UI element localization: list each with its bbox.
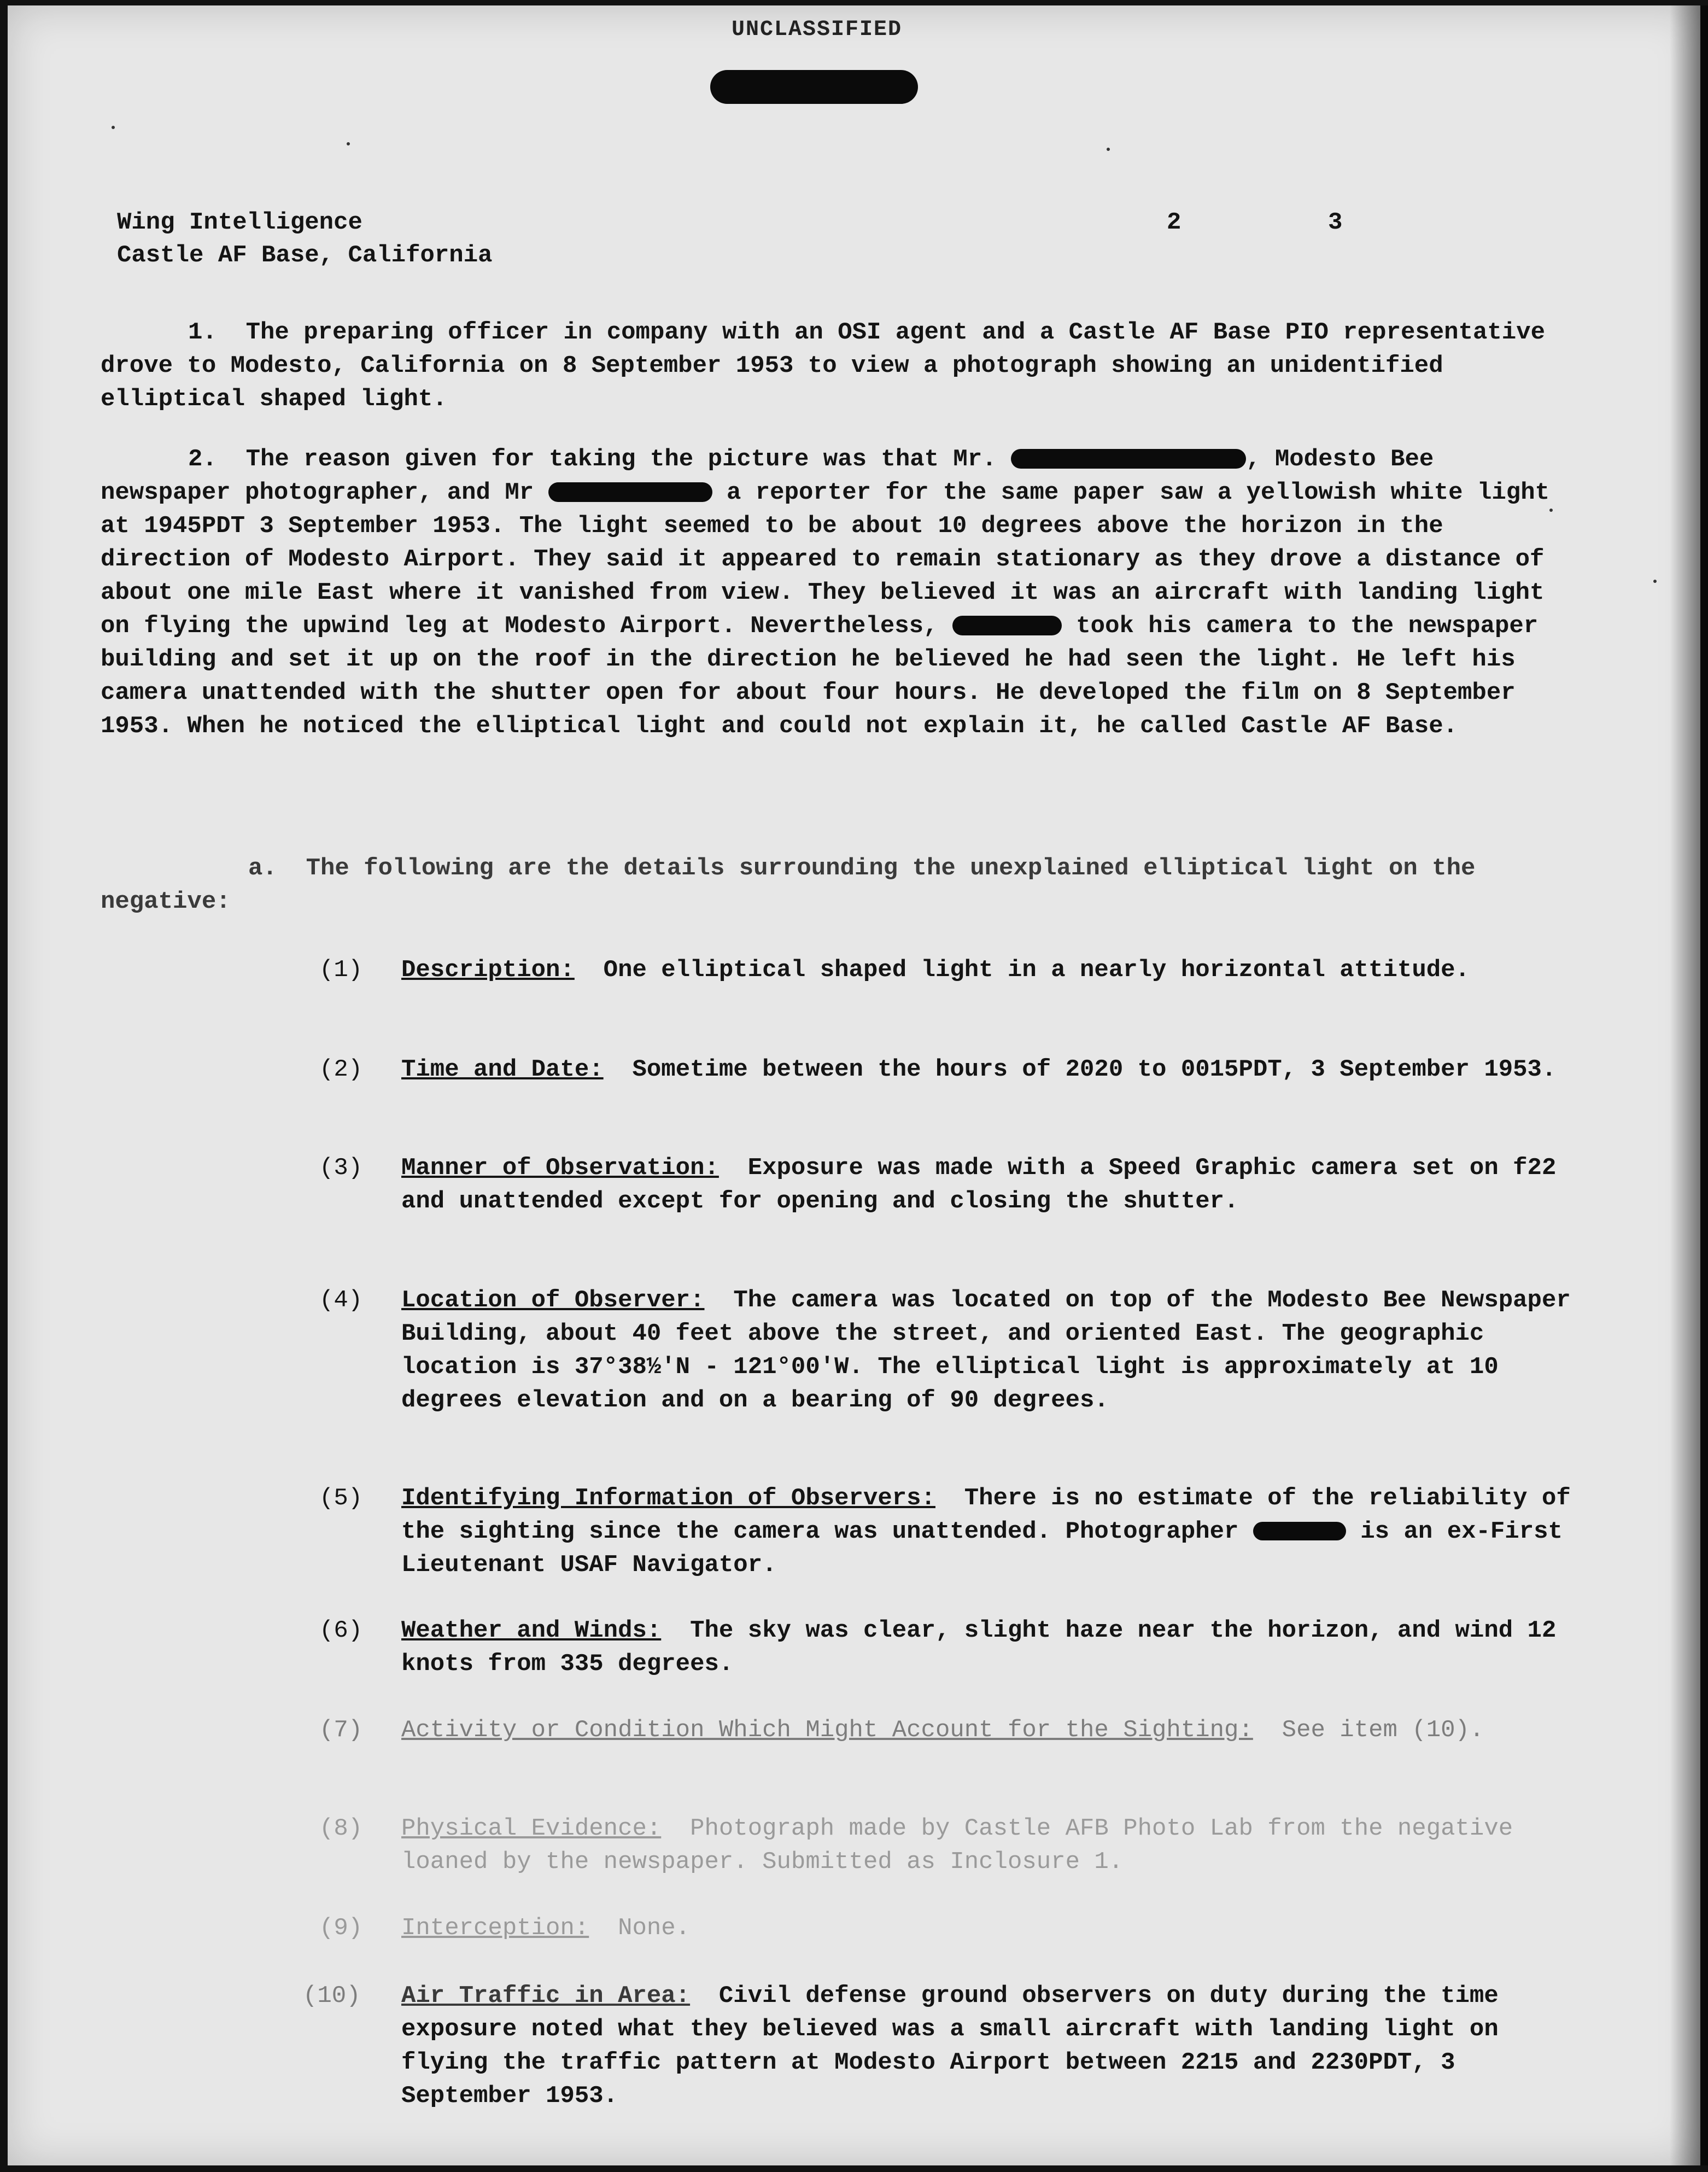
name-redaction [1011,449,1246,469]
subparagraph-label: a. [248,855,277,882]
item-number: (6) [319,1617,363,1644]
paragraph-2 [101,443,1549,743]
name-redaction [952,616,1062,635]
item-title: Air Traffic in Area: [401,1982,691,2010]
item-text: See item (10). [1282,1716,1484,1744]
item-title: Activity or Condition Which Might Account for the Sighting: [401,1716,1253,1744]
paragraph-text-a: The reason given for taking the picture was that Mr. [245,446,997,473]
item-text: None. [618,1914,691,1942]
subparagraph-a [101,852,1549,919]
item-number: (10) [303,1982,361,2010]
item-title: Weather and Winds: [401,1617,662,1644]
scan-speck [347,142,350,145]
document-page [8,5,1700,2165]
item-text: Photograph made by Castle AFB Photo Lab from the negative loaned by the newspaper. Submitted as Inclosure 1. [401,1815,1513,1876]
page-edge-shadow [1670,5,1708,2165]
org-line-1: Wing Intelligence [117,209,362,236]
item-title: Physical Evidence: [401,1815,662,1842]
item-title: Interception: [401,1914,589,1942]
classification-marking: UNCLASSIFIED [731,17,903,42]
item-text: The sky was clear, slight haze near the horizon, and wind 12 knots from 335 degrees. [401,1617,1557,1678]
item-number: (5) [319,1485,363,1512]
scan-speck [1653,580,1657,583]
item-number: (2) [319,1056,363,1083]
scan-speck [112,126,115,129]
org-line-2: Castle AF Base, California [117,242,493,269]
item-text: One elliptical shaped light in a nearly horizontal attitude. [603,956,1470,984]
paragraph-text-d: took his camera to the newspaper building and set it up on the roof in the direction he believed he had seen the light. He left his camera unattended with the shutter open for about four hours. He developed the film on 8 September 1953. When he noticed the elliptical light and could not explain it, he called Castle AF Base. [101,612,1539,740]
item-number: (9) [319,1914,363,1942]
item-number: (4) [319,1287,363,1314]
item-title: Location of Observer: [401,1287,705,1314]
item-number: (8) [319,1815,363,1842]
paragraph-text-c: a reporter for the same paper saw a yellowish white light at 1945PDT 3 September 1953. The light seemed to be about 10 degrees above the horizon in the direction of Modesto Airport. They said it appeared to remain stationary as they drove a distance of about one mile East where it vanished from view. They believed it was an aircraft with landing light on flying the upwind leg at Modesto Airport. Nevertheless, [101,479,1549,640]
scan-speck [1549,509,1553,512]
item-text-a: There is no estimate of the reliability of the sighting since the camera was unattended. Photographer [401,1485,1571,1545]
item-title: Manner of Observation: [401,1154,719,1182]
scan-speck [1107,148,1110,151]
item-title: Description: [401,956,575,984]
item-text: Civil defense ground observers on duty during the time exposure noted what they believed was a small aircraft with landing light on flying the traffic pattern at Modesto Airport between 2215 and 2230PDT, 3 September 1953. [401,1982,1499,2110]
paragraph-1 [101,316,1549,416]
item-text: Exposure was made with a Speed Graphic camera set on f22 and unattended except for opening and closing the shutter. [401,1154,1557,1215]
page-number-b: 3 [1328,209,1343,236]
item-number: (3) [319,1154,363,1182]
paragraph-label: 1. [188,319,217,346]
subparagraph-text: The following are the details surrounding the unexplained elliptical light on the negative: [101,855,1476,915]
page-number-a: 2 [1167,209,1181,236]
paragraph-label: 2. [188,446,217,473]
item-title: Time and Date: [401,1056,604,1083]
item-text-b: is an ex-First Lieutenant USAF Navigator. [401,1518,1563,1579]
paragraph-text-b: , Modesto Bee newspaper photographer, and Mr [101,446,1434,506]
item-number: (7) [319,1716,363,1744]
paragraph-text: The preparing officer in company with an OSI agent and a Castle AF Base PIO representative drove to Modesto, California on 8 September 1953 to view a photograph showing an unidentified elliptical shaped light. [101,319,1546,413]
redaction-bar [710,70,918,104]
name-redaction [1253,1522,1346,1540]
item-text: The camera was located on top of the Modesto Bee Newspaper Building, about 40 feet above the street, and oriented East. The geographic location is 37°38½'N - 121°00'W. The elliptical light is approximately at 10 degrees elevation and on a bearing of 90 degrees. [401,1287,1571,1414]
item-number: (1) [319,956,363,984]
name-redaction [548,482,712,502]
item-text: Sometime between the hours of 2020 to 0015PDT, 3 September 1953. [632,1056,1557,1083]
item-title: Identifying Information of Observers: [401,1485,935,1512]
